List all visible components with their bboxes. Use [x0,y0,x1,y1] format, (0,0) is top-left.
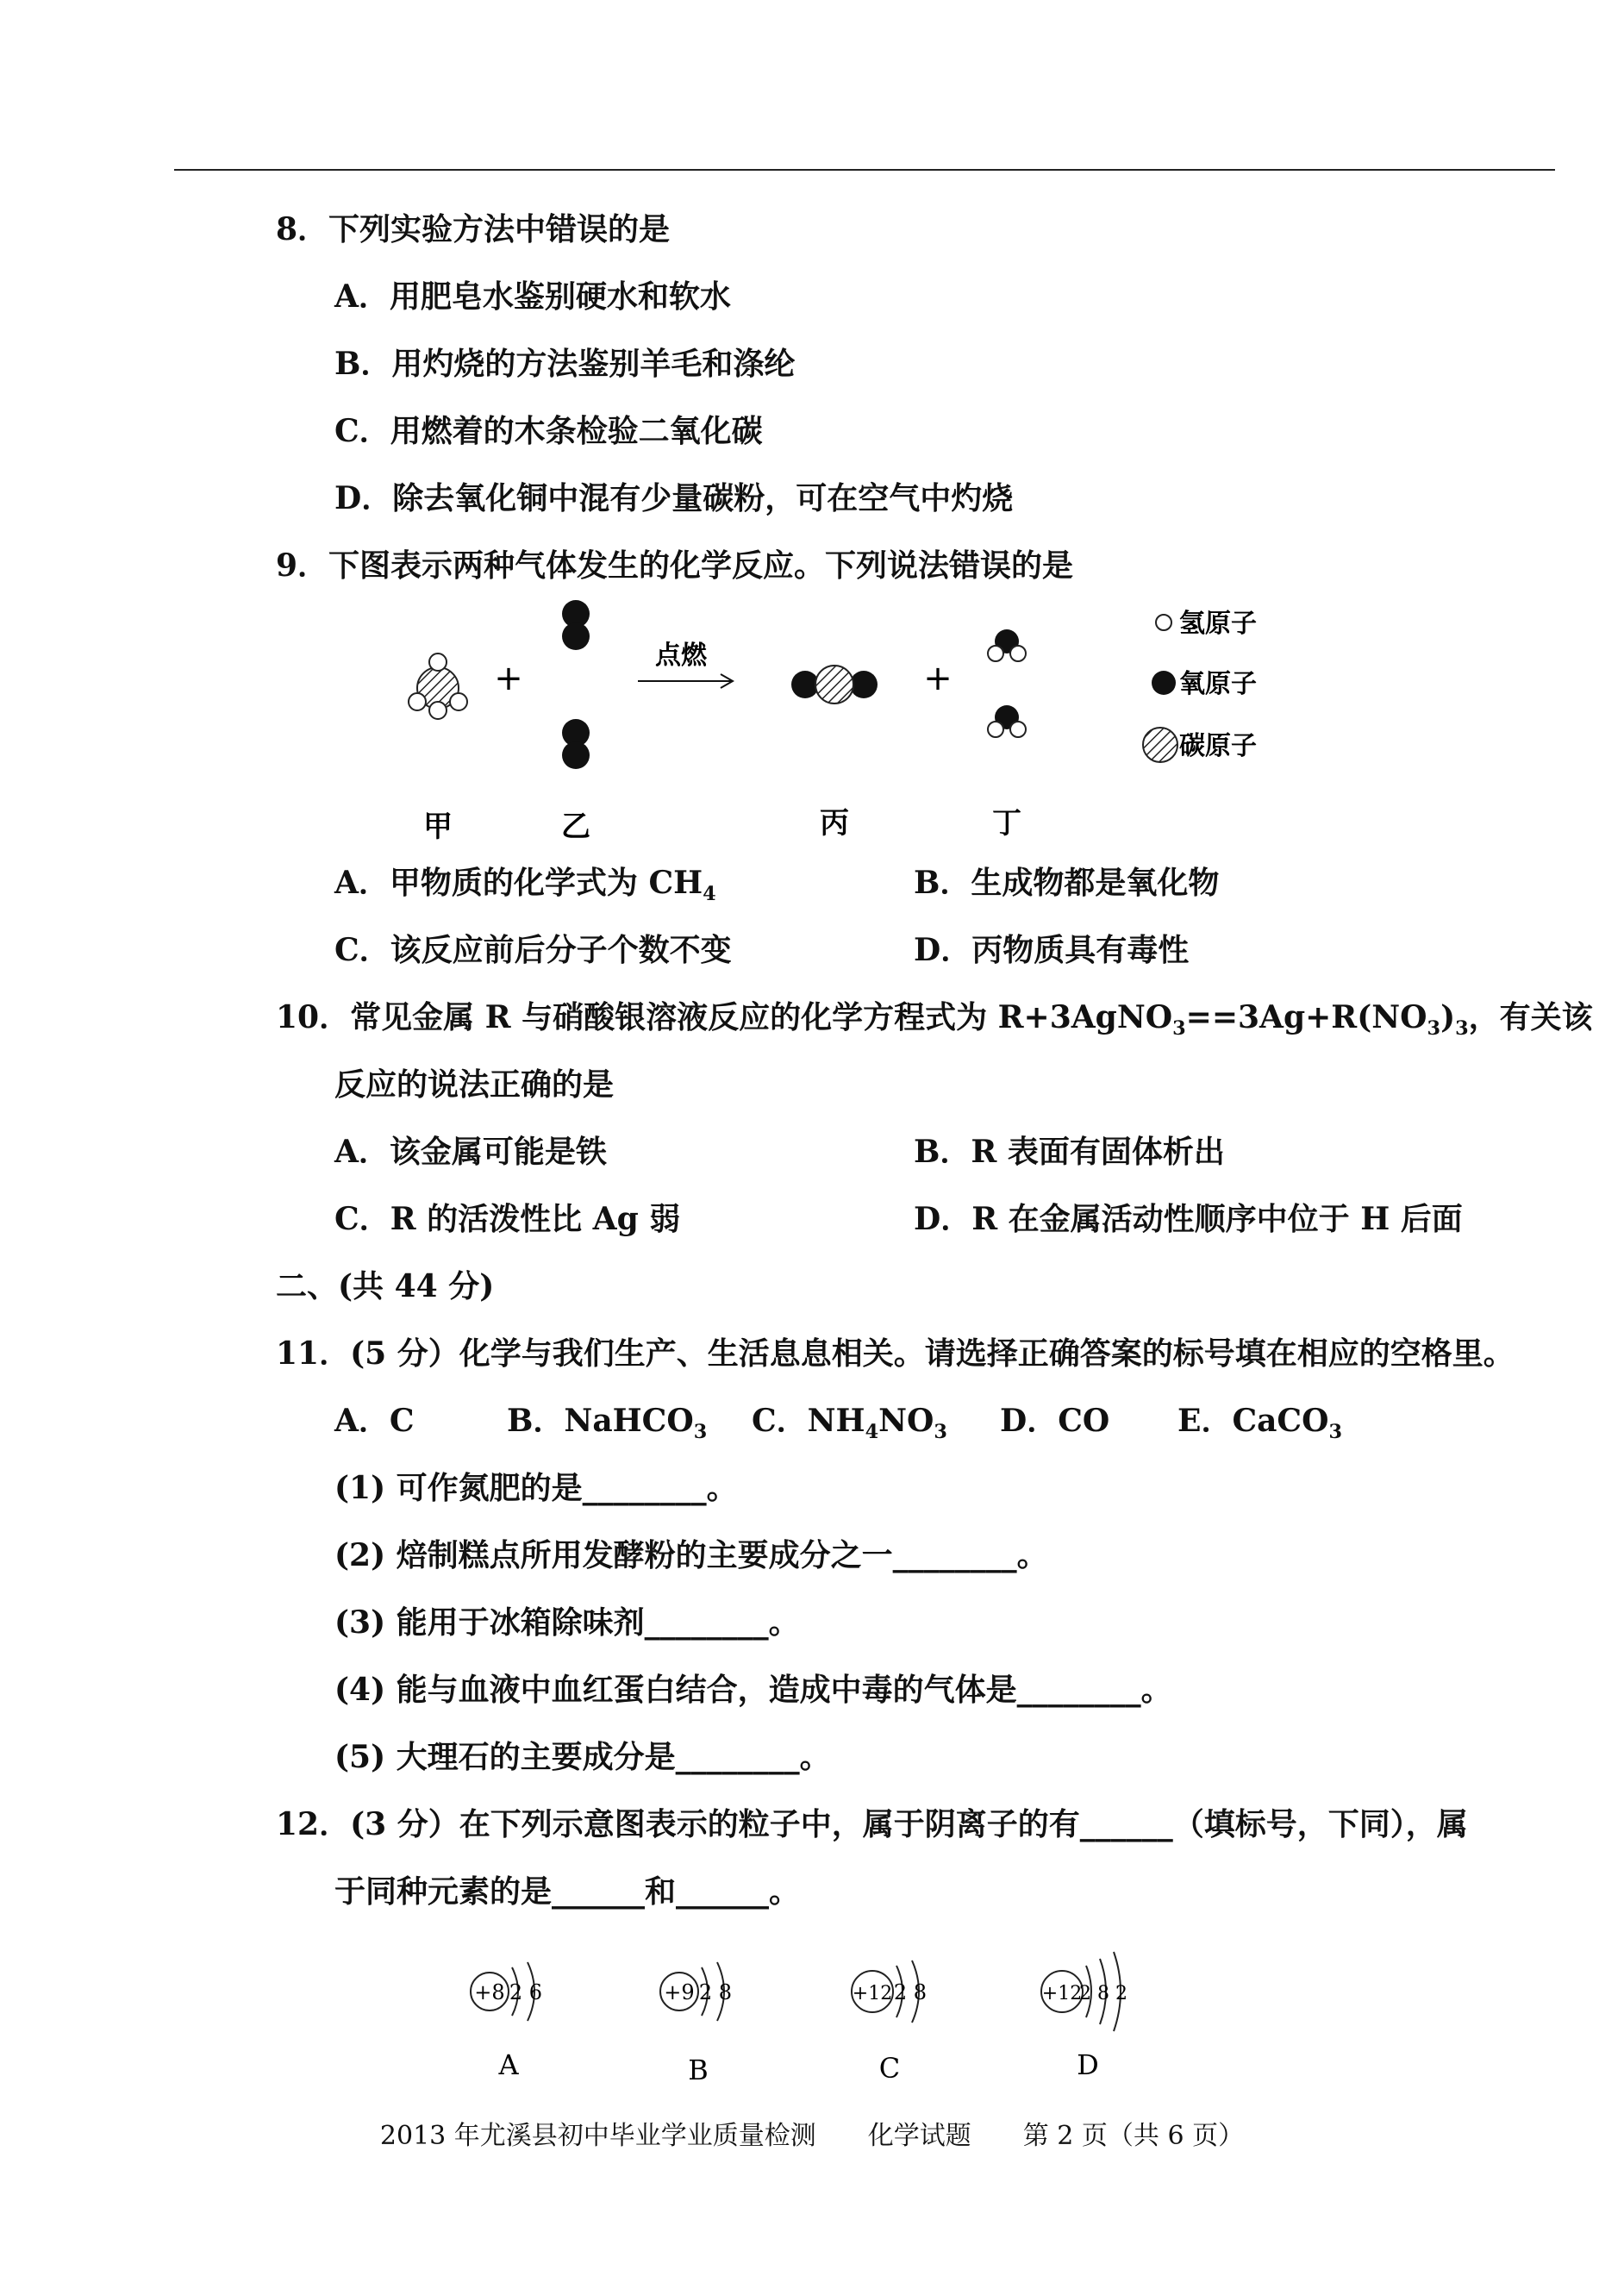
label-bing: 丙 [820,806,849,841]
particle-c-label: C [878,2052,901,2085]
oxygen-atom-icon [1152,671,1176,695]
q10-stem-part1: 10．常见金属 R 与硝酸银溶液反应的化学方程式为 R+3AgNO [276,999,1173,1035]
label-yi: 乙 [561,810,590,844]
particle-b-nucleus: +9 [664,1980,695,2004]
particle-d-label: D [1077,2048,1099,2081]
q10-option-a: A．该金属可能是铁 [334,1134,607,1170]
particle-d-shells: 2 8 2 [1079,1983,1127,2004]
particle-a-label: A [498,2048,519,2081]
q11-choice-c [752,1405,947,1442]
particle-c-nucleus: +12 [852,1983,893,2004]
legend [1143,609,1257,762]
page-footer: 2013 年尤溪县初中毕业学业质量检测 化学试题 第 2 页（共 6 页） [379,2121,1245,2151]
q11-choice-e-sub: 3 [1328,1421,1342,1444]
q8-option-a: A．用肥皂水鉴别硬水和软水 [334,278,731,315]
q10-option-b: B．R 表面有固体析出 [914,1134,1225,1170]
label-ding: 丁 [992,806,1021,841]
q10-stem-part3: ) [1440,999,1456,1035]
q11-choice-b-sub: 3 [693,1421,708,1444]
molecule-bing [791,666,878,704]
q11-choice-c-pre: C．NH [752,1403,865,1439]
q11-choice-a: A．C [334,1403,415,1439]
q10-stem-sub2: 3 [1427,1017,1441,1041]
particle-a-shells: 2 6 [509,1980,543,2004]
legend-oxygen: 氧原子 [1179,669,1257,699]
q11-choice-b [507,1405,707,1442]
reaction-diagram [379,595,1362,854]
q9-option-a-sub: 4 [703,883,716,906]
q11-choice-e-text: E．CaCO [1177,1403,1329,1439]
molecule-jia [409,653,467,719]
q11-item-5: (5) 大理石的主要成分是________。 [334,1739,831,1775]
carbon-atom-icon [1143,728,1177,762]
top-rule [174,169,1555,171]
q8-option-c: C．用燃着的木条检验二氧化碳 [334,413,763,449]
q11-choice-b-text: B．NaHCO [507,1403,694,1439]
q10-stem-sub1: 3 [1172,1017,1186,1041]
q9-option-a-text: A．甲物质的化学式为 CH [334,865,703,901]
q9-reaction-figure [379,595,1362,854]
q8-stem: 8．下列实验方法中错误的是 [276,211,671,247]
particle-a [471,1962,542,2081]
molecule-yi [562,600,590,769]
particle-b-shells: 2 8 [698,1980,733,2004]
molecule-ding [988,629,1026,737]
hydrogen-atom-icon [1156,615,1171,630]
ignite-label: 点燃 [655,641,707,671]
q11-item-2: (2) 焙制糕点所用发酵粉的主要成分之一________。 [334,1537,1048,1573]
q9-option-d: D．丙物质具有毒性 [914,932,1190,968]
q11-item-1: (1) 可作氮肥的是________。 [334,1470,738,1506]
q10-stem-sub3: 3 [1455,1017,1469,1041]
q11-choice-d: D．CO [1000,1403,1110,1439]
q12-stem-line2: 于同种元素的是______和______。 [334,1873,801,1910]
q11-choice-c-sub2: 3 [934,1421,947,1444]
q10-stem-line2: 反应的说法正确的是 [334,1066,615,1103]
q9-option-a [334,867,716,904]
q10-stem-part2: ==3Ag+R(NO [1185,999,1427,1035]
label-jia: 甲 [423,810,453,844]
particle-b [660,1962,732,2086]
q10-option-c: C．R 的活泼性比 Ag 弱 [334,1201,681,1237]
particle-c-shells: 2 8 [893,1980,928,2004]
particle-diagrams [448,1923,1138,2095]
q9-option-c: C．该反应前后分子个数不变 [334,932,732,968]
q12-stem-line1: 12．(3 分）在下列示意图表示的粒子中，属于阴离子的有______（填标号，下同），属 [276,1806,1468,1842]
q10-stem [276,999,1593,1041]
q9-stem: 9．下图表示两种气体发生的化学反应。下列说法错误的是 [276,547,1074,584]
legend-hydrogen: 氢原子 [1179,609,1257,639]
reaction-arrow [638,641,733,688]
q11-stem: 11．(5 分）化学与我们生产、生活息息相关。请选择正确答案的标号填在相应的空格里。 [276,1335,1515,1372]
q9-option-b: B．生成物都是氧化物 [914,865,1220,901]
q8-option-d: D．除去氧化铜中混有少量碳粉，可在空气中灼烧 [334,480,1014,516]
section-2-title: 二、(共 44 分) [276,1268,495,1304]
q10-option-d: D．R 在金属活动性顺序中位于 H 后面 [914,1201,1463,1237]
q11-choice-e [1177,1405,1342,1442]
q11-item-3: (3) 能用于冰箱除味剂________。 [334,1604,800,1641]
particle-a-nucleus: +8 [474,1980,505,2004]
q10-stem-part4: ，有关该 [1468,999,1593,1035]
particle-c [852,1960,927,2085]
particle-d [1041,1952,1127,2081]
particle-b-label: B [688,2054,709,2086]
q12-particle-figure [448,1923,1138,2095]
q8-option-b: B．用灼烧的方法鉴别羊毛和涤纶 [334,346,796,382]
legend-carbon: 碳原子 [1179,731,1257,761]
plus-sign-2: + [923,659,953,698]
q11-choice-c-mid: NO [878,1403,934,1439]
q11-item-4: (4) 能与血液中血红蛋白结合，造成中毒的气体是________。 [334,1672,1172,1708]
particle-d-nucleus: +12 [1041,1983,1083,2004]
plus-sign-1: + [494,659,523,698]
q11-choice-c-sub1: 4 [865,1421,879,1444]
